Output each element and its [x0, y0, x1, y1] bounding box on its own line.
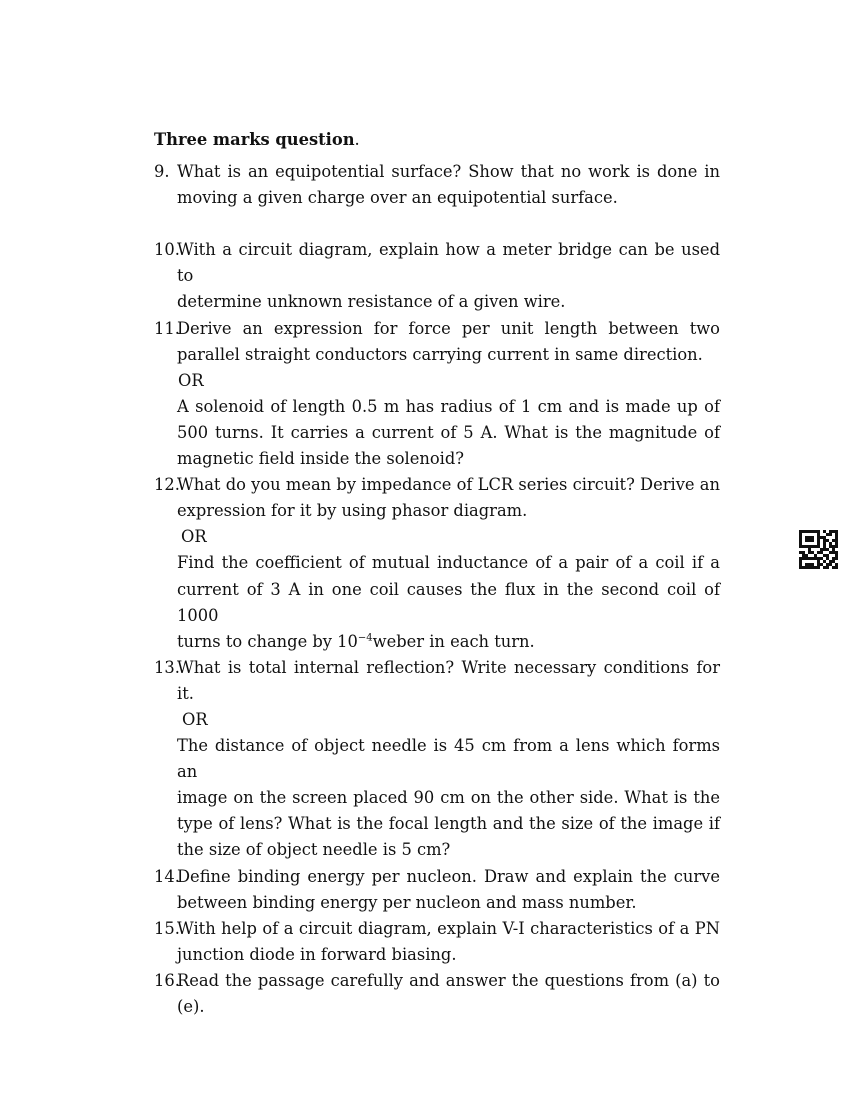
- alternative-line: turns to change by $10^{-4}weber$ in each turn.: [177, 631, 535, 651]
- or-divider: OR: [182, 709, 208, 729]
- question-line: With help of a circuit diagram, explain V-I characteristics of a PN: [177, 918, 720, 938]
- alternative-line: 500 turns. It carries a current of 5 A. What is the magnitude of: [177, 422, 720, 442]
- question-14: [154, 864, 720, 916]
- question-15: [154, 916, 720, 968]
- alternative-line: the size of object needle is 5 cm?: [177, 840, 451, 860]
- question-11: [154, 316, 720, 473]
- alternative-line: The distance of object needle is 45 cm from a lens which forms an: [177, 736, 720, 782]
- question-number: 16.: [154, 970, 180, 990]
- question-number: 12.: [154, 475, 180, 495]
- question-line: parallel straight conductors carrying current in same direction.: [177, 344, 703, 364]
- question-9: [154, 159, 720, 211]
- question-line: between binding energy per nucleon and mass number.: [177, 892, 637, 912]
- qr-code-icon: [799, 530, 838, 569]
- question-number: 14.: [154, 866, 180, 886]
- alternative-line: type of lens? What is the focal length and the size of the image if: [177, 814, 720, 834]
- alternative-line: image on the screen placed 90 cm on the other side. What is the: [177, 788, 720, 808]
- question-number: 10.: [154, 240, 180, 260]
- question-number: 15.: [154, 918, 180, 938]
- question-line: (e).: [177, 997, 205, 1016]
- question-line: Read the passage carefully and answer the questions from (a) to: [177, 970, 720, 990]
- question-16: [154, 968, 720, 1020]
- alternative-line: A solenoid of length 0.5 m has radius of 1 cm and is made up of: [177, 396, 720, 416]
- question-line: What is an equipotential surface? Show that no work is done in: [177, 162, 720, 182]
- or-divider: OR: [178, 370, 204, 390]
- question-number: 9.: [154, 162, 170, 182]
- or-divider: OR: [181, 527, 207, 547]
- question-line: junction diode in forward biasing.: [177, 944, 457, 964]
- question-line: Derive an expression for force per unit length between two: [177, 318, 720, 338]
- exponent: −4: [357, 632, 373, 644]
- section-heading: Three marks question.: [154, 130, 360, 149]
- question-13: [154, 655, 720, 864]
- page-content: [154, 127, 720, 1020]
- question-number: 13.: [154, 657, 180, 677]
- question-line: determine unknown resistance of a given wire.: [177, 292, 566, 312]
- alternative-line: magnetic field inside the solenoid?: [177, 449, 465, 469]
- question-line: With a circuit diagram, explain how a meter bridge can be used to: [177, 240, 720, 286]
- alternative-line: Find the coefficient of mutual inductance of a pair of a coil if a: [177, 553, 720, 573]
- question-12: [154, 472, 720, 655]
- question-number: 11.: [154, 318, 180, 338]
- alternative-line: current of 3 A in one coil causes the flux in the second coil of 1000: [177, 579, 720, 625]
- question-line: Define binding energy per nucleon. Draw and explain the curve: [177, 866, 720, 886]
- question-line: expression for it by using phasor diagram.: [177, 501, 528, 521]
- question-10: [154, 237, 720, 315]
- question-line: moving a given charge over an equipotential surface.: [177, 188, 618, 208]
- question-line: What do you mean by impedance of LCR series circuit? Derive an: [177, 475, 720, 495]
- question-line: What is total internal reflection? Write necessary conditions for it.: [177, 657, 720, 703]
